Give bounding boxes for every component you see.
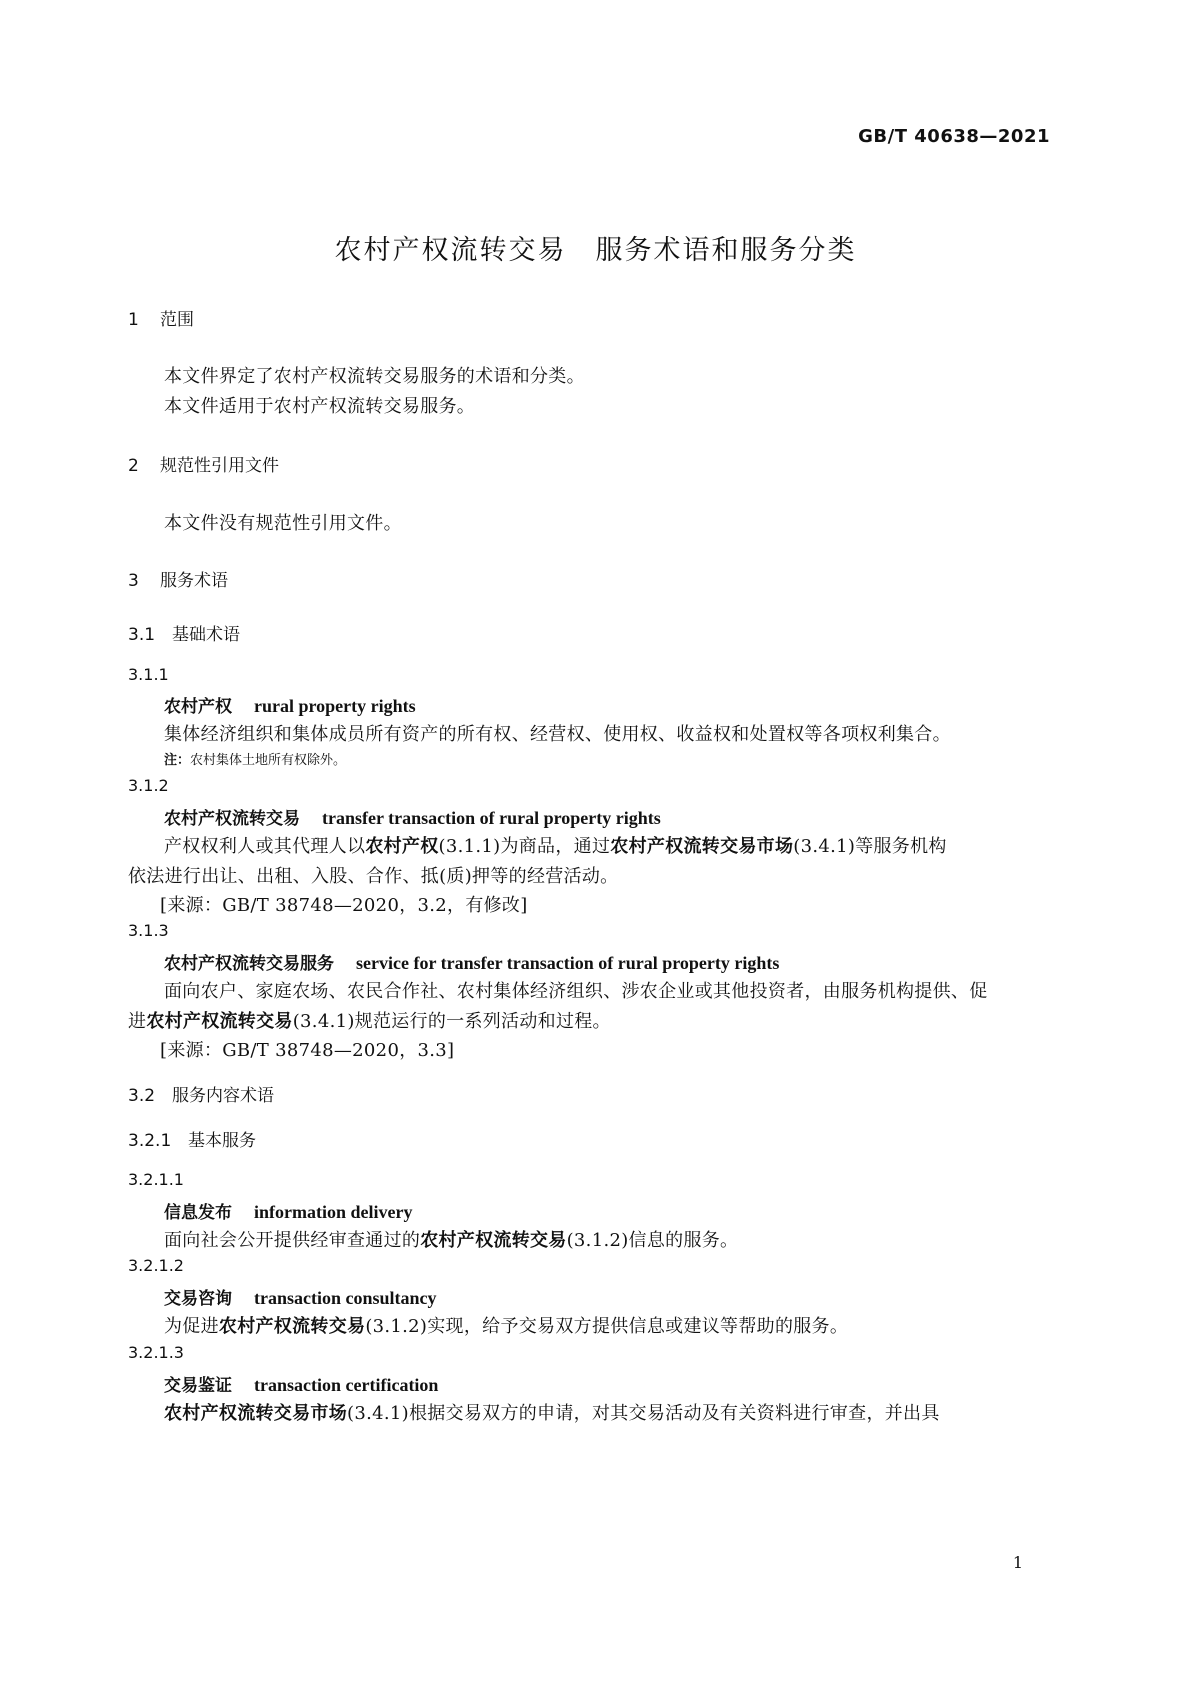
term-reference: 农村产权流转交易: [218, 1316, 366, 1337]
section-title: 基础术语: [172, 625, 240, 645]
def-text: 产权权利人或其代理人以: [164, 836, 366, 857]
term-definition: [164, 1226, 738, 1252]
term-note: [164, 749, 346, 768]
section-title: 服务内容术语: [172, 1086, 274, 1106]
section-number: 3: [128, 571, 139, 591]
term-english: transaction certification: [254, 1375, 439, 1395]
term-chinese: 交易咨询: [164, 1289, 232, 1309]
term-reference: 农村产权流转交易市场: [164, 1403, 347, 1424]
term-number: 3.2.1.3: [128, 1343, 184, 1362]
term-chinese: 农村产权流转交易: [164, 809, 300, 829]
page-title: 农村产权流转交易 服务术语和服务分类: [334, 235, 857, 266]
section-number: 1: [128, 310, 139, 330]
term-english: service for transfer transaction of rural property rights: [356, 953, 780, 973]
section-number: 2: [128, 456, 139, 476]
def-text: (3.1.2)实现，给予交易双方提供信息或建议等帮助的服务。: [365, 1316, 849, 1337]
term-english: transfer transaction of rural property rights: [322, 808, 661, 828]
section-title: 基本服务: [188, 1131, 256, 1151]
term-title: [164, 1371, 438, 1396]
term-english: rural property rights: [254, 696, 416, 716]
section-number: 3.2.1: [128, 1131, 172, 1151]
subsection-heading-3-2-1: [128, 1126, 256, 1151]
def-text: 面向社会公开提供经审查通过的: [164, 1230, 421, 1251]
term-source: [来源：GB/T 38748—2020，3.3]: [160, 1040, 455, 1061]
term-number: 3.1.2: [128, 776, 169, 795]
subsection-heading-3-1: [128, 620, 240, 645]
term-chinese: 交易鉴证: [164, 1376, 232, 1396]
paragraph: 本文件适用于农村产权流转交易服务。: [164, 396, 476, 417]
term-definition: 面向农户、家庭农场、农民合作社、农村集体经济组织、涉农企业或其他投资者，由服务机构提供、促: [164, 981, 988, 1002]
section-heading-2: [128, 451, 279, 476]
term-chinese: 农村产权流转交易服务: [164, 954, 334, 974]
term-reference: 农村产权流转交易市场: [610, 836, 794, 857]
page-number: 1: [1012, 1553, 1023, 1572]
term-chinese: 信息发布: [164, 1203, 232, 1223]
term-reference: 农村产权流转交易: [420, 1230, 567, 1251]
term-definition: 集体经济组织和集体成员所有资产的所有权、经营权、使用权、收益权和处置权等各项权利集合。: [164, 724, 951, 745]
section-title: 范围: [160, 310, 194, 330]
term-title: [164, 949, 779, 974]
standard-number: GB/T 40638—2021: [858, 126, 1050, 147]
subsection-heading-3-2: [128, 1081, 274, 1106]
term-number: 3.2.1.1: [128, 1170, 184, 1189]
term-definition: [164, 1312, 848, 1338]
note-label: 注：: [164, 753, 191, 768]
term-number: 3.1.3: [128, 921, 169, 940]
def-text: (3.4.1)根据交易双方的申请，对其交易活动及有关资料进行审查，并出具: [347, 1403, 940, 1424]
section-title: 规范性引用文件: [160, 456, 279, 476]
term-number: 3.2.1.2: [128, 1256, 184, 1275]
term-title: [164, 804, 661, 829]
term-english: information delivery: [254, 1202, 413, 1222]
term-title: [164, 1198, 412, 1223]
term-definition: [164, 832, 947, 858]
term-definition: [164, 1399, 940, 1425]
term-definition-continued: [128, 1007, 611, 1033]
term-title: [164, 692, 416, 717]
term-source: [来源：GB/T 38748—2020，3.2，有修改]: [160, 895, 528, 916]
section-heading-3: [128, 566, 228, 591]
term-english: transaction consultancy: [254, 1288, 437, 1308]
term-reference: 农村产权: [365, 836, 439, 857]
term-chinese: 农村产权: [164, 697, 232, 717]
def-text: 进: [128, 1011, 147, 1032]
section-number: 3.2: [128, 1086, 156, 1106]
term-number: 3.1.1: [128, 665, 169, 684]
term-title: [164, 1284, 437, 1309]
paragraph: 本文件界定了农村产权流转交易服务的术语和分类。: [164, 366, 585, 387]
def-text: 为促进: [164, 1316, 219, 1337]
section-title: 服务术语: [160, 571, 228, 591]
section-heading-1: [128, 305, 194, 330]
def-text: (3.1.1)为商品，通过: [438, 836, 611, 857]
def-text: (3.1.2)信息的服务。: [566, 1230, 739, 1251]
def-text: (3.4.1)规范运行的一系列活动和过程。: [292, 1011, 611, 1032]
paragraph: 本文件没有规范性引用文件。: [164, 513, 402, 534]
def-text: (3.4.1)等服务机构: [793, 836, 947, 857]
term-definition-continued: 依法进行出让、出租、入股、合作、抵(质)押等的经营活动。: [128, 866, 619, 887]
note-text: 农村集体土地所有权除外。: [190, 753, 347, 768]
term-reference: 农村产权流转交易: [146, 1011, 293, 1032]
section-number: 3.1: [128, 625, 156, 645]
